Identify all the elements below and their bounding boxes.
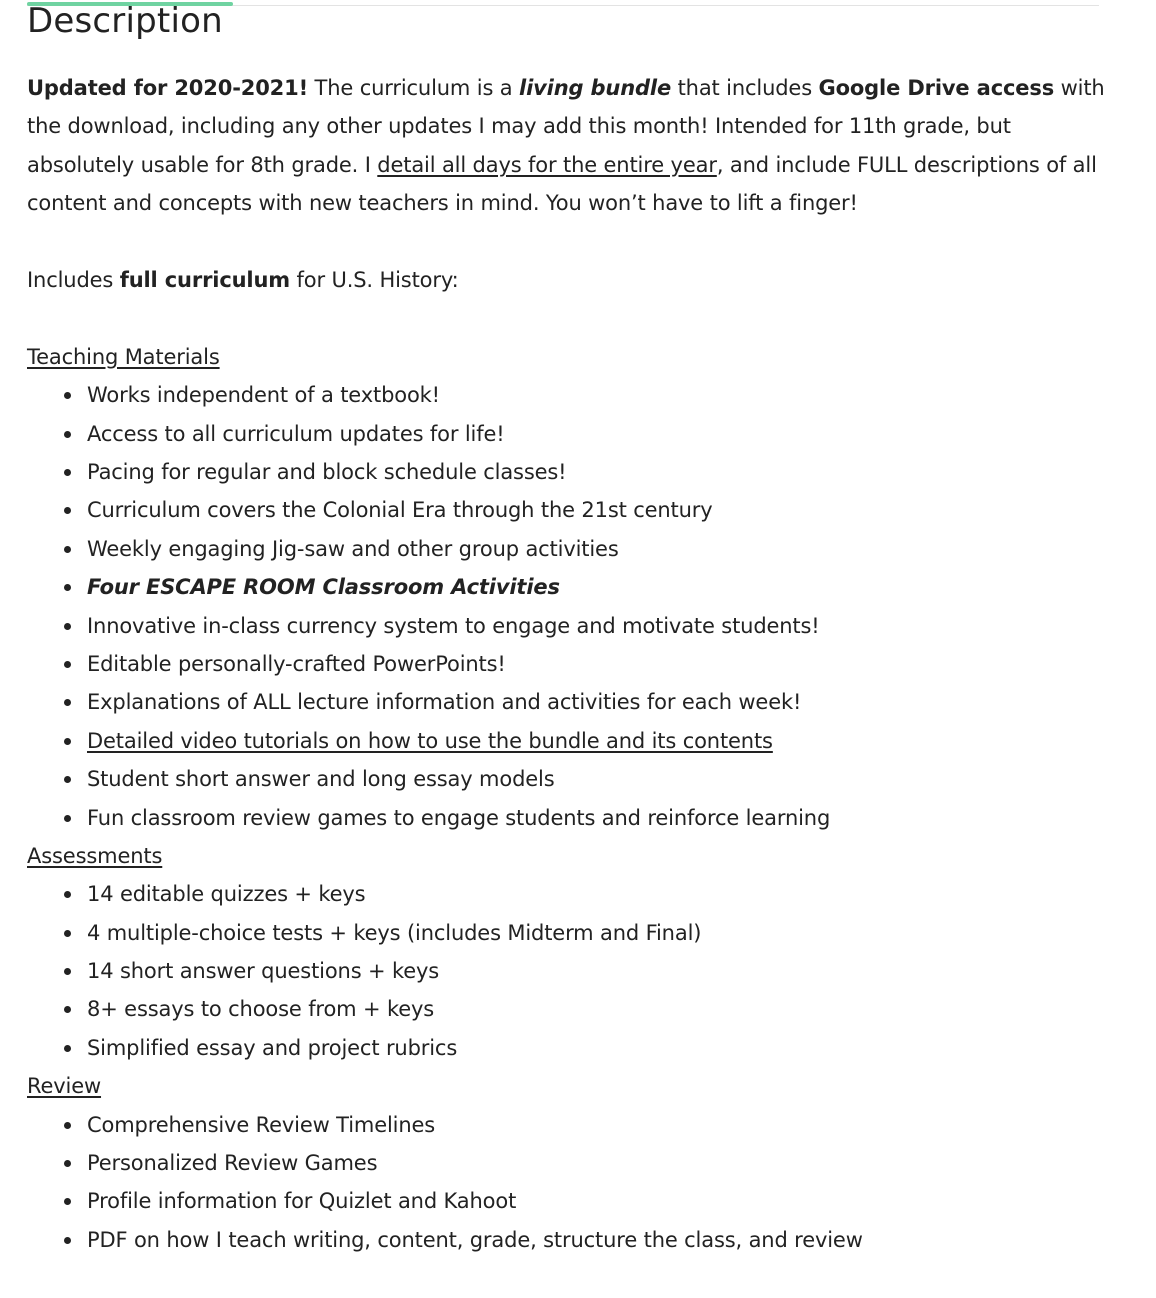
description-panel (27, 0, 1107, 1259)
list-item: Simplified essay and project rubrics (87, 1029, 1107, 1067)
list-item: Works independent of a textbook! (87, 376, 1107, 414)
includes-post: for U.S. History: (290, 268, 459, 293)
intro-text-c: with the download, including any other updates I may add this month! Intended for 11th grade, but absolutely usable for 8th grade. I (27, 76, 1105, 177)
updated-label: Updated for 2020-2021! (27, 76, 309, 100)
spacer (27, 299, 1107, 337)
assessments-heading: Assessments (27, 843, 163, 868)
list-item: 8+ essays to choose from + keys (87, 990, 1107, 1028)
list-item: 14 editable quizzes + keys (87, 875, 1107, 913)
list-item: Comprehensive Review Timelines (87, 1106, 1107, 1144)
review-heading: Review (27, 1074, 102, 1099)
living-bundle-text: living bundle (519, 76, 672, 100)
intro-text-d: , and include FULL descriptions of all content and concepts with new teachers in mind. You won’t have to lift a finger! (27, 152, 1097, 216)
list-item: Profile information for Quizlet and Kahoot (87, 1182, 1107, 1220)
spacer (27, 223, 1107, 261)
review-list (27, 1106, 1107, 1260)
assessments-list (27, 875, 1107, 1067)
includes-line (27, 261, 1107, 299)
detail-days-text: detail all days for the entire year (377, 152, 717, 177)
page-title: Description (27, 1, 223, 41)
list-item: 14 short answer questions + keys (87, 952, 1107, 990)
intro-text-a: The curriculum is a (308, 76, 520, 100)
teaching-materials-heading: Teaching Materials (27, 344, 220, 369)
list-item: Weekly engaging Jig-saw and other group activities (87, 530, 1107, 568)
description-body (27, 69, 1107, 1259)
list-item: Innovative in-class currency system to engage and motivate students! (87, 607, 1107, 645)
list-item: Explanations of ALL lecture information and activities for each week! (87, 683, 1107, 721)
intro-paragraph (27, 69, 1107, 223)
intro-text-b: that includes (671, 76, 819, 100)
list-item: Fun classroom review games to engage students and reinforce learning (87, 799, 1107, 837)
list-item: Personalized Review Games (87, 1144, 1107, 1182)
list-item: Access to all curriculum updates for life! (87, 415, 1107, 453)
drive-access-text: Google Drive access (818, 76, 1055, 100)
list-item: Student short answer and long essay models (87, 760, 1107, 798)
list-item: Editable personally-crafted PowerPoints! (87, 645, 1107, 683)
list-item: Curriculum covers the Colonial Era through the 21st century (87, 491, 1107, 529)
teaching-materials-list (27, 376, 1107, 837)
list-item: 4 multiple-choice tests + keys (includes Midterm and Final) (87, 914, 1107, 952)
list-item-escape-room: Four ESCAPE ROOM Classroom Activities (87, 568, 1107, 606)
includes-bold: full curriculum (119, 268, 291, 293)
list-item-video-tutorials: Detailed video tutorials on how to use the bundle and its contents (87, 722, 1107, 760)
includes-pre: Includes (27, 268, 120, 293)
list-item: PDF on how I teach writing, content, grade, structure the class, and review (87, 1221, 1107, 1259)
list-item: Pacing for regular and block schedule classes! (87, 453, 1107, 491)
